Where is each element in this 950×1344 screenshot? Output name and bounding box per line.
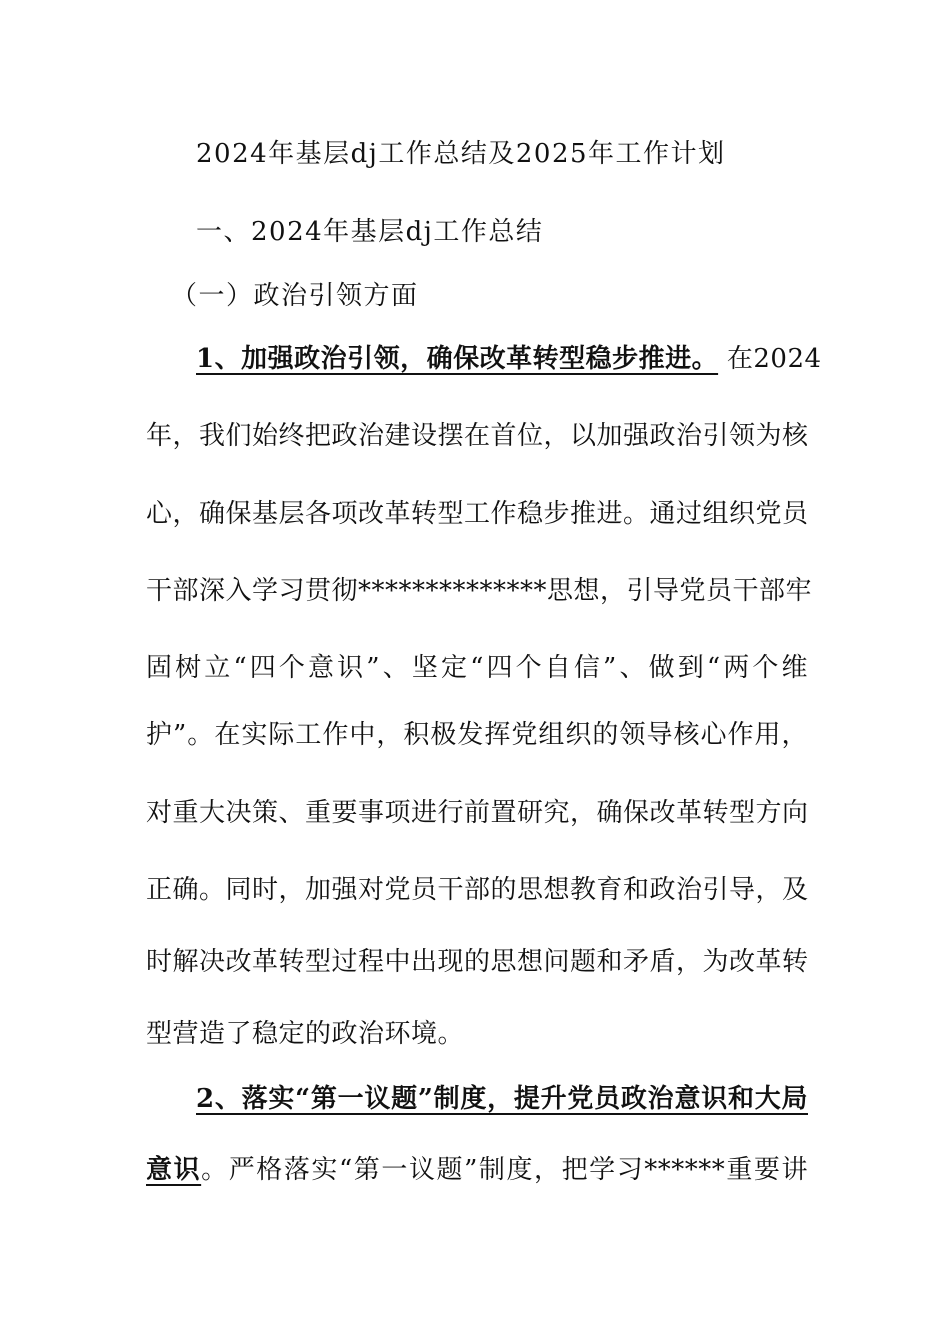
- paragraph-line: 护”。在实际工作中，积极发挥党组织的领导核心作用，: [146, 720, 808, 750]
- item2-second-line: [146, 1152, 808, 1188]
- paragraph-line: 心，确保基层各项改革转型工作稳步推进。通过组织党员: [146, 499, 809, 529]
- paragraph-line: 时解决改革转型过程中出现的思想问题和矛盾，为改革转: [146, 947, 809, 977]
- paragraph-line: 年，我们始终把政治建设摆在首位，以加强政治引领为核: [146, 421, 809, 451]
- paragraph-line: 干部深入学习贯彻**************思想，引导党员干部牢: [146, 576, 813, 606]
- item1-first-line-text: 在2024: [718, 344, 822, 374]
- item1-first-line: [196, 341, 822, 377]
- paragraph-line: 型营造了稳定的政治环境。: [146, 1019, 465, 1049]
- subsection-heading: （一）政治引领方面: [171, 281, 419, 311]
- paragraph-line: 对重大决策、重要事项进行前置研究，确保改革转型方向: [146, 798, 809, 828]
- item2-heading-end: 意识: [146, 1155, 202, 1185]
- item2-second-line-text: 。严格落实“第一议题”制度，把学习******重要讲: [201, 1155, 808, 1185]
- item1-heading: 1、加强政治引领，确保改革转型稳步推进。: [196, 344, 719, 374]
- paragraph-line: 固树立“四个意识”、坚定“四个自信”、做到“两个维: [146, 653, 808, 683]
- section-heading: 一、2024年基层dj工作总结: [196, 217, 544, 247]
- item2-heading-line1: 2、落实“第一议题”制度，提升党员政治意识和大局: [196, 1084, 808, 1114]
- paragraph-line: 正确。同时，加强对党员干部的思想教育和政治引导，及: [146, 875, 809, 905]
- document-title: 2024年基层dj工作总结及2025年工作计划: [196, 139, 726, 169]
